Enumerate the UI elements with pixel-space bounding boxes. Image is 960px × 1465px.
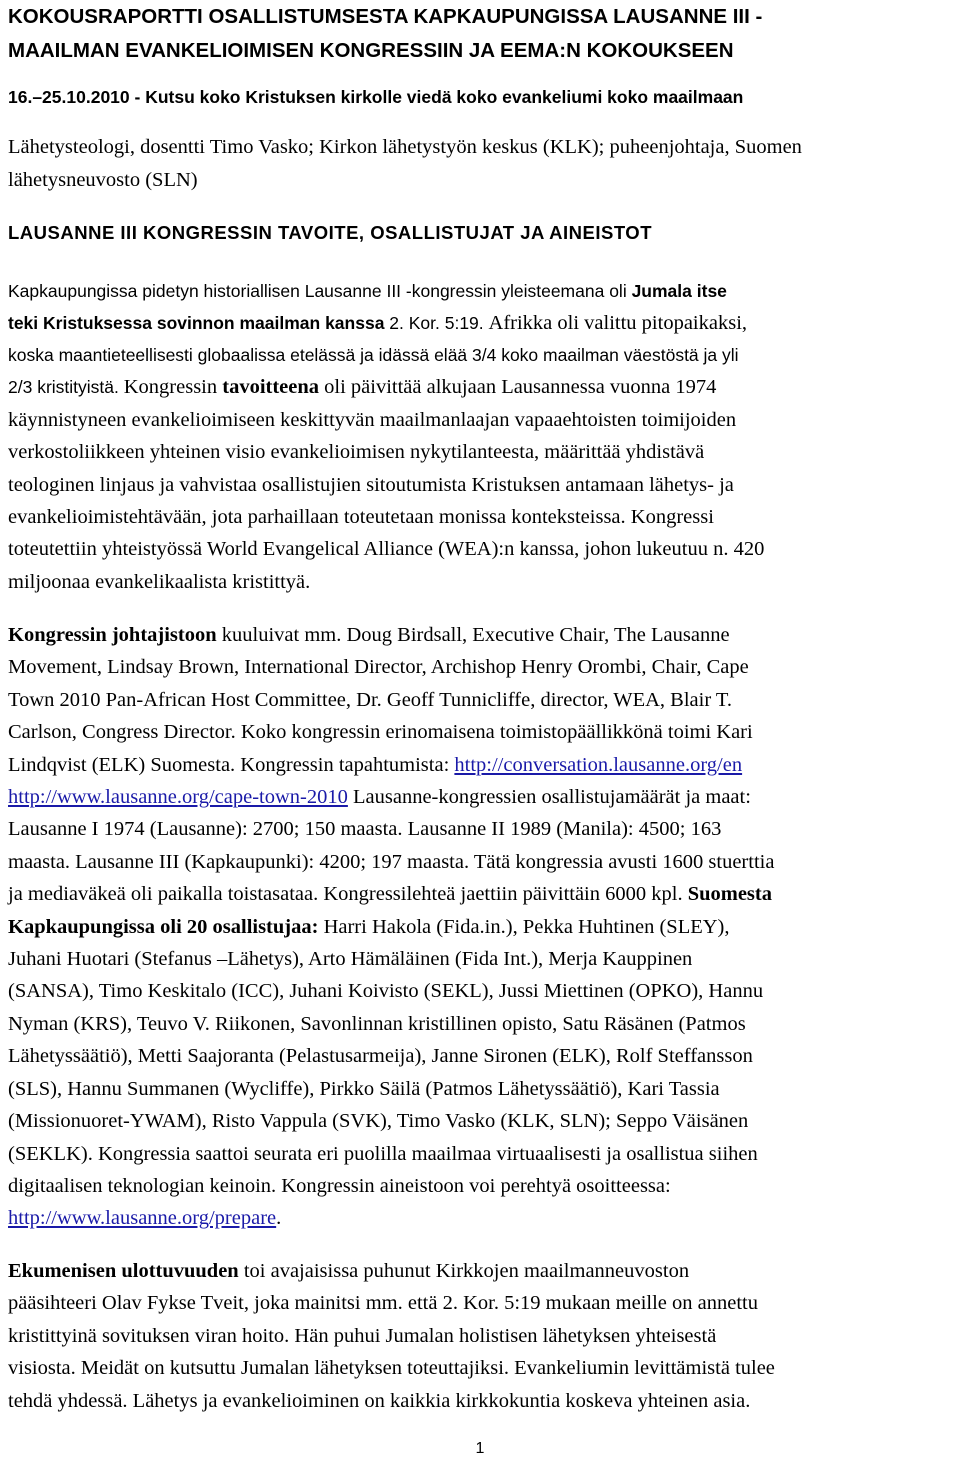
title-line: MAAILMAN EVANKELIOIMISEN KONGRESSIIN JA EEMA:N KOKOUKSEEN (8, 39, 734, 62)
paragraph-line: miljoonaa evankelikaalista kristittyä. (8, 570, 311, 593)
paragraph-line: Lausanne I 1974 (Lausanne): 2700; 150 maasta. Lausanne II 1989 (Manila): 4500; 163 (8, 818, 722, 841)
paragraph-line: Ekumenisen ulottuvuuden toi avajaisissa puhunut Kirkkojen maailmanneuvoston (8, 1260, 690, 1282)
paragraph-line: Lähetyssäätiö), Metti Saajoranta (Pelastusarmeija), Janne Sironen (ELK), Rolf Steffansson (8, 1045, 753, 1068)
paragraph-line: verkostoliikkeen yhteinen visio evankelioimisen nykytilanteesta, määrittää yhdistävä (8, 441, 705, 464)
paragraph-line: ja mediaväkeä oli paikalla toistasataa. Kongressilehteä jaettiin päivittäin 6000 kpl. Suomesta (8, 883, 772, 906)
leadership-paragraph (8, 619, 958, 1235)
paragraph-line: Juhani Huotari (Stefanus –Lähetys), Arto Hämäläinen (Fida Int.), Merja Kauppinen (8, 948, 693, 971)
paragraph-line: Kapkaupungissa pidetyn historiallisen Lausanne III -kongressin yleisteemana oli Jumala itse (8, 281, 727, 301)
author-line: lähetysneuvosto (SLN) (8, 169, 198, 191)
author-affiliation (8, 131, 958, 197)
paragraph-line: teki Kristuksessa sovinnon maailman kanssa 2. Kor. 5:19. Afrikka oli valittu pitopaikaksi, (8, 312, 748, 334)
paragraph-line: (SLS), Hannu Summanen (Wycliffe), Pirkko Säilä (Patmos Lähetyssäätiö), Kari Tassia (8, 1077, 720, 1100)
paragraph-line: pääsihteeri Olav Fykse Tveit, joka mainitsi mm. että 2. Kor. 5:19 mukaan meille on annettu (8, 1292, 758, 1315)
document-title (8, 0, 956, 68)
ecumenical-paragraph (8, 1255, 958, 1417)
paragraph-line: (SANSA), Timo Keskitalo (ICC), Juhani Koivisto (SEKL), Jussi Miettinen (OPKO), Hannu (8, 980, 764, 1003)
prepare-link[interactable]: http://www.lausanne.org/prepare (8, 1207, 277, 1230)
author-line: Lähetysteologi, dosentti Timo Vasko; Kirkon lähetystyön keskus (KLK); puheenjohtaja, Suomen (8, 136, 802, 158)
intro-paragraph (8, 275, 958, 339)
paragraph-line: visiosta. Meidät on kutsuttu Jumalan lähetyksen toteuttajiksi. Evankeliumin levittämistä tulee (8, 1357, 775, 1380)
title-line: KOKOUSRAPORTTI OSALLISTUMSESTA KAPKAUPUNGISSA LAUSANNE III - (8, 5, 763, 28)
paragraph-line: koska maantieteellisesti globaalissa etelässä ja idässä elää 3/4 koko maailman väestöstä ja yli (8, 345, 739, 365)
event-subtitle (8, 80, 743, 114)
paragraph-line: http://www.lausanne.org/prepare. (8, 1207, 282, 1230)
intro-paragraph-continued (8, 339, 958, 598)
conversation-link[interactable]: http://conversation.lausanne.org/en (454, 753, 743, 776)
paragraph-line: Town 2010 Pan-African Host Committee, Dr. Geoff Tunnicliffe, director, WEA, Blair T. (8, 688, 733, 711)
paragraph-line: Lindqvist (ELK) Suomesta. Kongressin tapahtumista: http://conversation.lausanne.org/en (8, 753, 743, 776)
paragraph-line: toteutettiin yhteistyössä World Evangelical Alliance (WEA):n kanssa, johon lukeutuu n. 420 (8, 538, 765, 561)
event-dates: 16.–25.10. (8, 87, 91, 107)
paragraph-line: (Missionuoret-YWAM), Risto Vappula (SVK), Timo Vasko (KLK, SLN); Seppo Väisänen (8, 1110, 749, 1133)
paragraph-line: käynnistyneen evankelioimiseen keskittyvän maailmanlaajan vapaaehtoisten toimijoiden (8, 408, 737, 431)
paragraph-line: digitaalisen teknologian keinoin. Kongressin aineistoon voi perehtyä osoitteessa: (8, 1174, 671, 1197)
paragraph-line: maasta. Lausanne III (Kapkaupunki): 4200; 197 maasta. Tätä kongressia avusti 1600 stuerttia (8, 850, 775, 873)
paragraph-line: (SEKLK). Kongressia saattoi seurata eri puolilla maailmaa virtuaalisesti ja osallistua siihen (8, 1142, 758, 1165)
paragraph-line: kristittyinä sovituksen viran hoito. Hän puhui Jumalan holistisen lähetyksen yhteisestä (8, 1324, 717, 1347)
paragraph-line: Carlson, Congress Director. Koko kongressin erinomaisena toimistopäällikkönä toimi Kari (8, 721, 753, 744)
paragraph-line: Kongressin johtajistoon kuuluivat mm. Doug Birdsall, Executive Chair, The Lausanne (8, 624, 730, 646)
paragraph-line: Nyman (KRS), Teuvo V. Riikonen, Savonlinnan kristillinen opisto, Satu Räsänen (Patmos (8, 1012, 746, 1035)
paragraph-line: http://www.lausanne.org/cape-town-2010 Lausanne-kongressien osallistujamäärät ja maat: (8, 786, 751, 809)
paragraph-line: teologinen linjaus ja vahvistaa osallistujien sitoutumista Kristuksen antamaan lähetys- ja (8, 473, 734, 496)
paragraph-line: Movement, Lindsay Brown, International Director, Archishop Henry Orombi, Chair, Cape (8, 656, 749, 679)
paragraph-line: tehdä yhdessä. Lähetys ja evankelioiminen on kaikkia kirkkokuntia koskeva yhteinen asia. (8, 1389, 751, 1412)
cape-town-link[interactable]: http://www.lausanne.org/cape-town-2010 (8, 786, 348, 809)
paragraph-line: Kapkaupungissa oli 20 osallistujaa: Harri Hakola (Fida.in.), Pekka Huhtinen (SLEY), (8, 915, 730, 938)
section-heading: LAUSANNE III KONGRESSIN TAVOITE, OSALLISTUJAT JA AINEISTOT (8, 222, 652, 243)
paragraph-line: evankelioimistehtävään, jota parhaillaan toteutetaan monissa konteksteissa. Kongressi (8, 506, 714, 529)
paragraph-line: 2/3 kristityistä. Kongressin tavoitteena oli päivittää alkujaan Lausannessa vuonna 1974 (8, 376, 717, 399)
page-number: 1 (475, 1440, 485, 1457)
event-theme: 2010 - Kutsu koko Kristuksen kirkolle viedä koko evankeliumi koko maailmaan (90, 87, 744, 107)
